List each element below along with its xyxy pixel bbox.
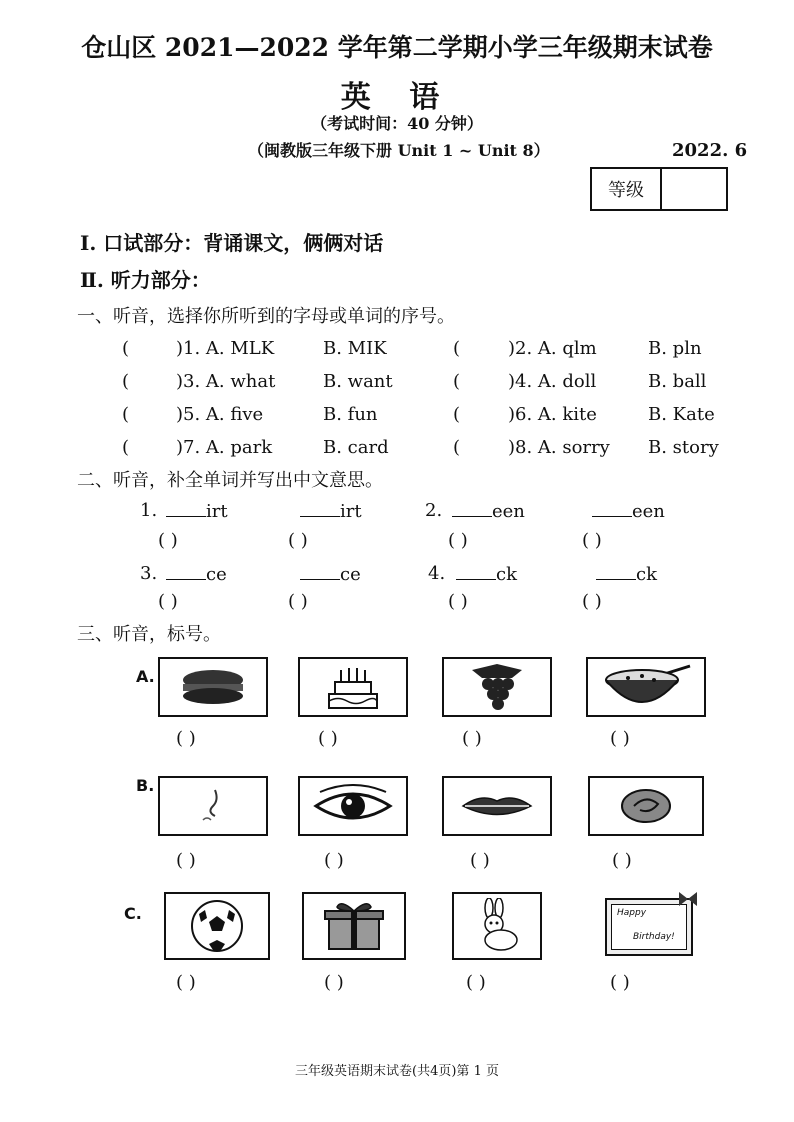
meaning-paren-4[interactable]: ( )	[582, 530, 602, 551]
word-suffix-3: een	[492, 501, 525, 522]
exam-title: 仓山区 2021—2022 学年第二学期小学三年级期末试卷	[81, 33, 713, 62]
football-icon	[189, 898, 245, 954]
part1-item-4-a: )4. A. doll	[508, 371, 597, 392]
word-blank-6[interactable]	[300, 563, 340, 580]
part1-item-8-a: )8. A. sorry	[508, 437, 610, 458]
picture-nose	[158, 776, 268, 836]
answer-paren-7[interactable]: (	[122, 437, 130, 458]
ear-icon	[616, 784, 676, 828]
word-suffix-5: ce	[206, 564, 227, 585]
oral-section-title: Ⅰ. 口试部分：背诵课文，俩俩对话	[80, 231, 384, 255]
grapes-icon	[462, 660, 532, 714]
part1-item-5-a: )5. A. five	[176, 404, 264, 425]
part1-item-6-b: B. Kate	[648, 404, 715, 425]
part2-title: 二、听音，补全单词并写出中文意思。	[77, 470, 383, 491]
bow-icon	[677, 890, 699, 908]
mouth-icon	[457, 789, 537, 823]
part1-item-2-a: )2. A. qlm	[508, 338, 597, 359]
label-paren-b1[interactable]: ( )	[176, 850, 196, 871]
listening-section-title: Ⅱ. 听力部分：	[80, 268, 211, 292]
picture-birthday-card	[604, 896, 694, 958]
part1-item-3-a: )3. A. what	[176, 371, 276, 392]
part2-num-3: 3.	[140, 563, 158, 584]
exam-date: 2022. 6	[672, 140, 748, 161]
part1-item-2-b: B. pln	[648, 338, 702, 359]
part1-item-5-b: B. fun	[323, 404, 378, 425]
picture-rabbit	[452, 892, 542, 960]
word-suffix-2: irt	[340, 501, 362, 522]
card-text-happy: Happy	[617, 908, 647, 918]
word-blank-8[interactable]	[596, 563, 636, 580]
part1-item-1-a: )1. A. MLK	[176, 338, 275, 359]
meaning-paren-3[interactable]: ( )	[448, 530, 468, 551]
rice-bowl-icon	[598, 662, 694, 712]
page-footer: 三年级英语期末试卷(共4页)第 1 页	[295, 1064, 499, 1079]
exam-time: （考试时间：40 分钟）	[311, 114, 483, 133]
label-paren-b4[interactable]: ( )	[612, 850, 632, 871]
cake-icon	[323, 662, 383, 712]
meaning-paren-2[interactable]: ( )	[288, 530, 308, 551]
label-paren-c2[interactable]: ( )	[324, 972, 344, 993]
picture-hamburger	[158, 657, 268, 717]
label-paren-a4[interactable]: ( )	[610, 728, 630, 749]
label-paren-c3[interactable]: ( )	[466, 972, 486, 993]
exam-subject: 英 语	[340, 80, 454, 115]
part1-item-1-b: B. MIK	[323, 338, 387, 359]
part1-item-3-b: B. want	[323, 371, 393, 392]
word-suffix-4: een	[632, 501, 665, 522]
word-blank-3[interactable]	[452, 500, 492, 517]
label-paren-a2[interactable]: ( )	[318, 728, 338, 749]
label-paren-a3[interactable]: ( )	[462, 728, 482, 749]
label-paren-c4[interactable]: ( )	[610, 972, 630, 993]
picture-grapes	[442, 657, 552, 717]
picture-rice-bowl	[586, 657, 706, 717]
card-frame	[605, 898, 693, 956]
picture-mouth	[442, 776, 552, 836]
row-label-b: B.	[136, 776, 155, 795]
nose-icon	[193, 784, 233, 828]
part1-item-8-b: B. story	[648, 437, 719, 458]
eye-icon	[308, 784, 398, 828]
label-paren-b2[interactable]: ( )	[324, 850, 344, 871]
row-label-a: A.	[136, 667, 155, 686]
picture-football	[164, 892, 270, 960]
word-suffix-8: ck	[636, 564, 657, 585]
part2-num-2: 2.	[425, 500, 443, 521]
part2-num-4: 4.	[428, 563, 446, 584]
label-paren-a1[interactable]: ( )	[176, 728, 196, 749]
word-suffix-7: ck	[496, 564, 517, 585]
gift-icon	[319, 899, 389, 953]
word-blank-1[interactable]	[166, 500, 206, 517]
part3-title: 三、听音，标号。	[77, 624, 221, 645]
answer-paren-6[interactable]: (	[453, 404, 461, 425]
label-paren-b3[interactable]: ( )	[470, 850, 490, 871]
part1-item-4-b: B. ball	[648, 371, 707, 392]
answer-paren-4[interactable]: (	[453, 371, 461, 392]
word-blank-5[interactable]	[166, 563, 206, 580]
picture-ear	[588, 776, 704, 836]
word-blank-7[interactable]	[456, 563, 496, 580]
meaning-paren-8[interactable]: ( )	[582, 591, 602, 612]
word-blank-2[interactable]	[300, 500, 340, 517]
part1-item-7-b: B. card	[323, 437, 389, 458]
answer-paren-1[interactable]: (	[122, 338, 130, 359]
word-suffix-1: irt	[206, 501, 228, 522]
meaning-paren-1[interactable]: ( )	[158, 530, 178, 551]
answer-paren-2[interactable]: (	[453, 338, 461, 359]
part1-item-7-a: )7. A. park	[176, 437, 273, 458]
grade-box	[590, 167, 728, 211]
card-text-birthday: Birthday!	[633, 932, 675, 942]
picture-eye	[298, 776, 408, 836]
part2-num-1: 1.	[140, 500, 158, 521]
meaning-paren-5[interactable]: ( )	[158, 591, 178, 612]
word-blank-4[interactable]	[592, 500, 632, 517]
meaning-paren-6[interactable]: ( )	[288, 591, 308, 612]
word-suffix-6: ce	[340, 564, 361, 585]
label-paren-c1[interactable]: ( )	[176, 972, 196, 993]
answer-paren-5[interactable]: (	[122, 404, 130, 425]
row-label-c: C.	[124, 904, 142, 923]
hamburger-icon	[175, 667, 251, 707]
answer-paren-3[interactable]: (	[122, 371, 130, 392]
rabbit-icon	[467, 898, 527, 954]
grade-value-field[interactable]	[662, 169, 726, 209]
meaning-paren-7[interactable]: ( )	[448, 591, 468, 612]
picture-gift-box	[302, 892, 406, 960]
part1-title: 一、听音，选择你所听到的字母或单词的序号。	[77, 306, 455, 327]
grade-label: 等级	[592, 169, 662, 209]
answer-paren-8[interactable]: (	[453, 437, 461, 458]
picture-birthday-cake	[298, 657, 408, 717]
exam-edition: （闽教版三年级下册 Unit 1 ~ Unit 8）	[248, 141, 550, 160]
part1-item-6-a: )6. A. kite	[508, 404, 597, 425]
